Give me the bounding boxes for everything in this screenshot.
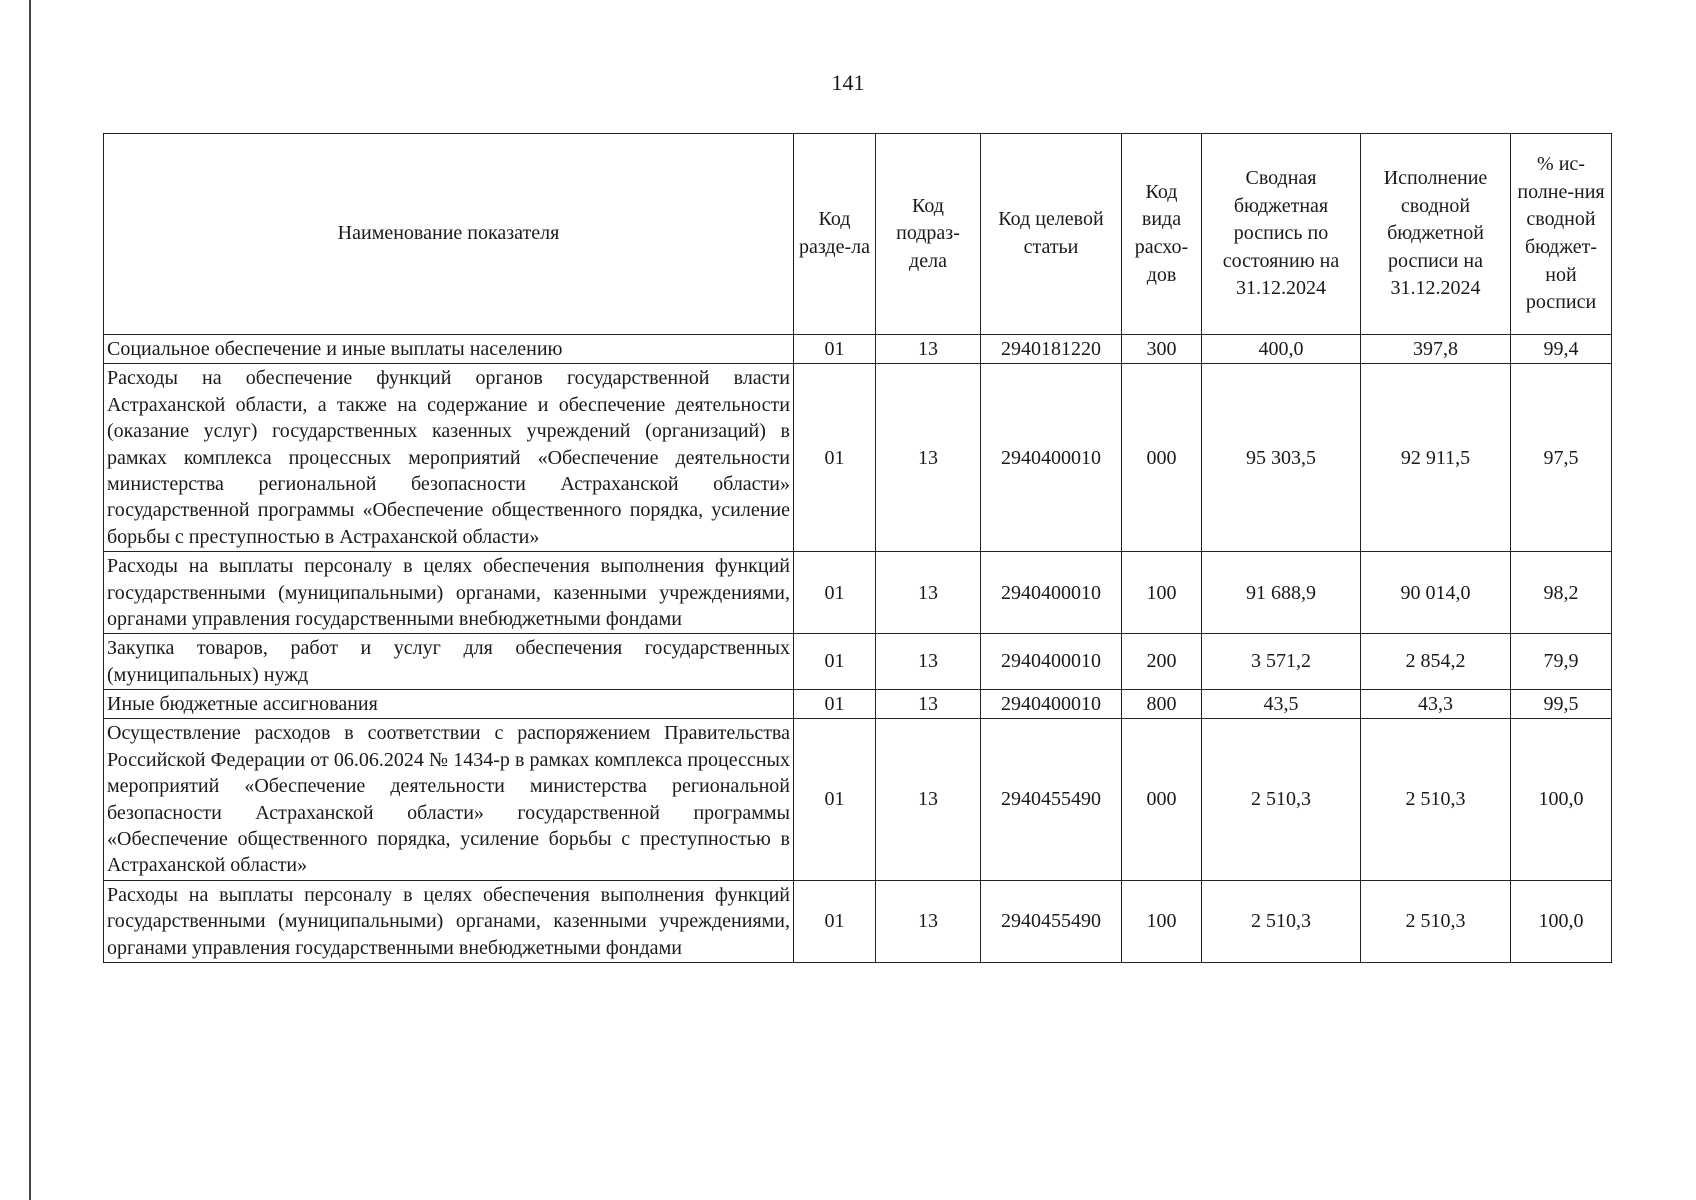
row-plan: 95 303,5 <box>1202 364 1361 552</box>
row-kind: 300 <box>1122 335 1202 364</box>
table-row <box>104 335 1612 364</box>
row-subsection: 13 <box>876 335 981 364</box>
table-row <box>104 690 1612 719</box>
row-execution: 43,3 <box>1361 690 1511 719</box>
row-subsection: 13 <box>876 552 981 634</box>
row-name: Иные бюджетные ассигнования <box>104 690 794 719</box>
page-number: 141 <box>831 70 865 95</box>
row-execution: 2 510,3 <box>1361 719 1511 880</box>
header-percent: % ис-полне-ния сводной бюджет-ной росписи <box>1511 134 1612 335</box>
header-execution: Исполнение сводной бюджетной росписи на 31.12.2024 <box>1361 134 1511 335</box>
row-execution: 90 014,0 <box>1361 552 1511 634</box>
row-kind: 100 <box>1122 552 1202 634</box>
row-execution: 2 854,2 <box>1361 634 1511 690</box>
row-target: 2940181220 <box>981 335 1122 364</box>
row-kind: 100 <box>1122 880 1202 962</box>
row-subsection: 13 <box>876 719 981 880</box>
row-percent: 100,0 <box>1511 880 1612 962</box>
header-expense-type-code: Код вида расхо-дов <box>1122 134 1202 335</box>
table-header-row <box>104 134 1612 335</box>
row-section: 01 <box>794 719 876 880</box>
row-section: 01 <box>794 552 876 634</box>
row-percent: 97,5 <box>1511 364 1612 552</box>
row-percent: 79,9 <box>1511 634 1612 690</box>
table-row <box>104 364 1612 552</box>
row-name: Расходы на выплаты персоналу в целях обеспечения выполнения функций государственными (муниципальными) органами, казенными учреждениями, органами управления государственными внебюджетными фондами <box>104 880 794 962</box>
row-kind: 800 <box>1122 690 1202 719</box>
row-subsection: 13 <box>876 690 981 719</box>
row-kind: 000 <box>1122 364 1202 552</box>
row-execution: 397,8 <box>1361 335 1511 364</box>
row-kind: 200 <box>1122 634 1202 690</box>
row-name: Социальное обеспечение и иные выплаты населению <box>104 335 794 364</box>
row-execution: 2 510,3 <box>1361 880 1511 962</box>
table-row <box>104 634 1612 690</box>
header-subsection-code: Код подраз-дела <box>876 134 981 335</box>
row-section: 01 <box>794 880 876 962</box>
header-name: Наименование показателя <box>104 134 794 335</box>
table-row <box>104 719 1612 880</box>
row-target: 2940455490 <box>981 719 1122 880</box>
table-row <box>104 880 1612 962</box>
header-target-code: Код целевой статьи <box>981 134 1122 335</box>
binding-margin-line <box>29 0 31 1200</box>
row-name: Закупка товаров, работ и услуг для обеспечения государственных (муниципальных) нужд <box>104 634 794 690</box>
row-section: 01 <box>794 690 876 719</box>
row-section: 01 <box>794 364 876 552</box>
row-target: 2940455490 <box>981 880 1122 962</box>
row-plan: 2 510,3 <box>1202 880 1361 962</box>
row-target: 2940400010 <box>981 364 1122 552</box>
budget-execution-table <box>103 133 1612 963</box>
row-percent: 98,2 <box>1511 552 1612 634</box>
row-subsection: 13 <box>876 364 981 552</box>
row-plan: 3 571,2 <box>1202 634 1361 690</box>
row-subsection: 13 <box>876 880 981 962</box>
row-plan: 400,0 <box>1202 335 1361 364</box>
table-row <box>104 552 1612 634</box>
header-budget-plan: Сводная бюджетная роспись по состоянию на 31.12.2024 <box>1202 134 1361 335</box>
header-section-code: Код разде-ла <box>794 134 876 335</box>
row-execution: 92 911,5 <box>1361 364 1511 552</box>
row-target: 2940400010 <box>981 552 1122 634</box>
row-section: 01 <box>794 335 876 364</box>
row-name: Расходы на обеспечение функций органов государственной власти Астраханской области, а также на содержание и обеспечение деятельности (оказание услуг) государственных казенных учреждений (организаций) в рамках комплекса процессных мероприятий «Обеспечение деятельности министерства региональной безопасности Астраханской области» государственной программы «Обеспечение общественного порядка, усиление борьбы с преступностью в Астраханской области» <box>104 364 794 552</box>
row-target: 2940400010 <box>981 634 1122 690</box>
row-kind: 000 <box>1122 719 1202 880</box>
row-plan: 91 688,9 <box>1202 552 1361 634</box>
row-name: Осуществление расходов в соответствии с распоряжением Правительства Российской Федерации от 06.06.2024 № 1434-р в рамках комплекса процессных мероприятий «Обеспечение деятельности министерства региональной безопасности Астраханской области» государственной программы «Обеспечение общественного порядка, усиление борьбы с преступностью в Астраханской области» <box>104 719 794 880</box>
row-percent: 99,4 <box>1511 335 1612 364</box>
row-section: 01 <box>794 634 876 690</box>
row-target: 2940400010 <box>981 690 1122 719</box>
row-name: Расходы на выплаты персоналу в целях обеспечения выполнения функций государственными (муниципальными) органами, казенными учреждениями, органами управления государственными внебюджетными фондами <box>104 552 794 634</box>
row-plan: 43,5 <box>1202 690 1361 719</box>
row-percent: 100,0 <box>1511 719 1612 880</box>
row-subsection: 13 <box>876 634 981 690</box>
row-plan: 2 510,3 <box>1202 719 1361 880</box>
row-percent: 99,5 <box>1511 690 1612 719</box>
